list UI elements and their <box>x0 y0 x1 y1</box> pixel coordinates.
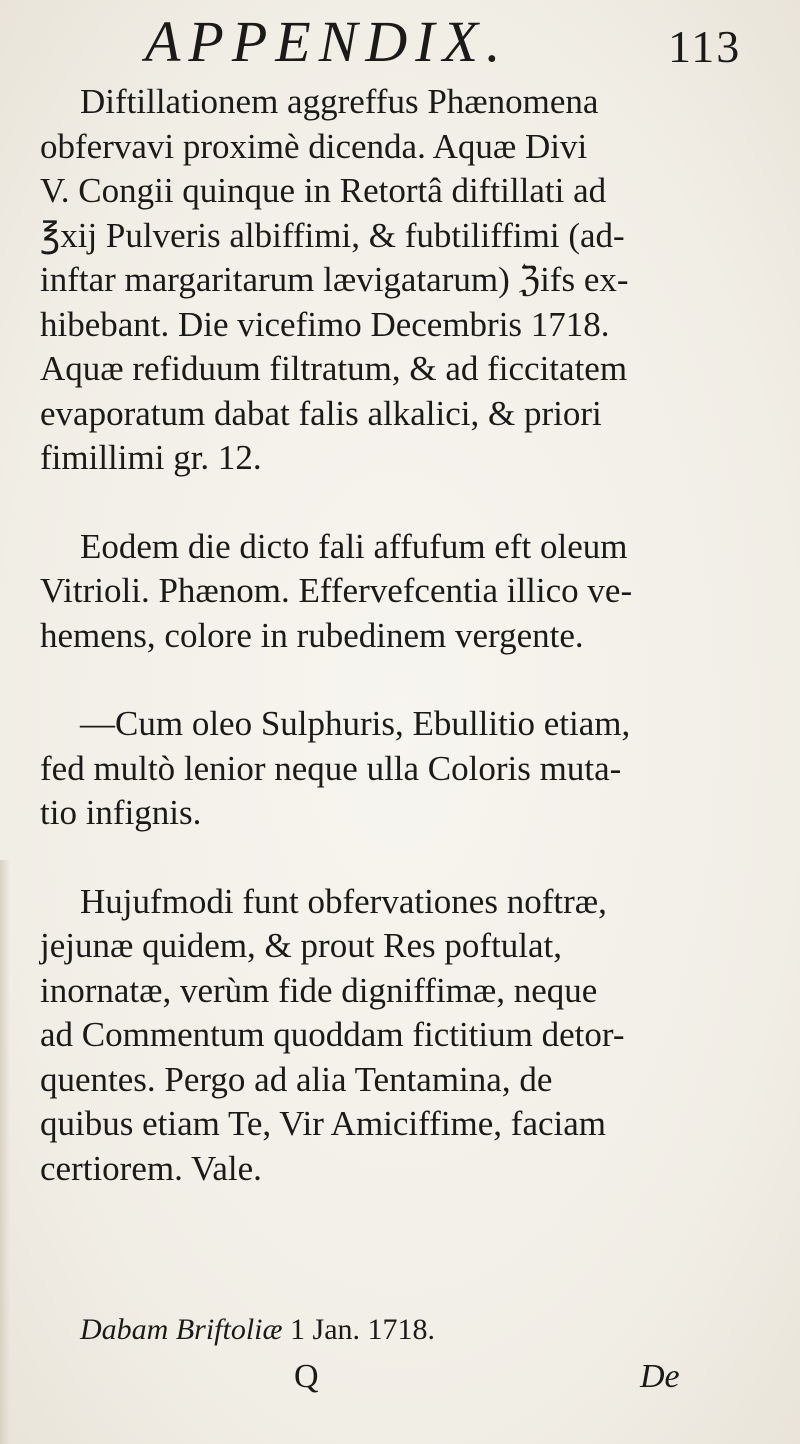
page-number: 113 <box>668 21 742 72</box>
paragraph-distillation: Diftillationem aggreffus Phænomena obfervavi proximè dicenda. Aquæ Divi V. Congii quinque in Retortâ diftillati ad ℥xij Pulveris albiffimi, & fubtiliffimi (ad- inftar margaritarum lævigatarum) ℨifs ex- hibebant. Die vicefimo Decembris 1718. Aquæ refiduum filtratum, & ad ficcitatem evaporatum dabat falis alkalici, & priori fimillimi gr. 12. <box>40 82 629 477</box>
paragraph-conclusion: Hujufmodi funt obfervationes noftræ, jejunæ quidem, & prout Res poftulat, inornatæ, verùm fide digniffimæ, neque ad Commentum quoddam fictitium detor- quentes. Pergo ad alia Tentamina, de quibus etiam Te, Vir Amiciffime, faciam certiorem. Vale. <box>40 881 625 1188</box>
page-header <box>0 0 800 80</box>
catchword: De <box>640 1358 680 1395</box>
body-text <box>40 80 780 1191</box>
dateline-date: 1 Jan. 1718. <box>290 1313 436 1346</box>
dateline-place: Dabam Briftoliæ <box>80 1313 283 1346</box>
dateline <box>80 1312 435 1348</box>
paragraph-vitriol: Eodem die dicto fali affufum eft oleum Vitrioli. Phænom. Effervefcentia illico ve- hemens, colore in rubedinem vergente. <box>40 526 633 655</box>
page-footer <box>0 1355 800 1405</box>
running-head: APPENDIX. <box>145 9 509 74</box>
paragraph-sulphur: —Cum oleo Sulphuris, Ebullitio etiam, fed multò lenior neque ulla Coloris muta- tio infignis. <box>40 704 631 832</box>
signature-mark: Q <box>294 1358 319 1395</box>
